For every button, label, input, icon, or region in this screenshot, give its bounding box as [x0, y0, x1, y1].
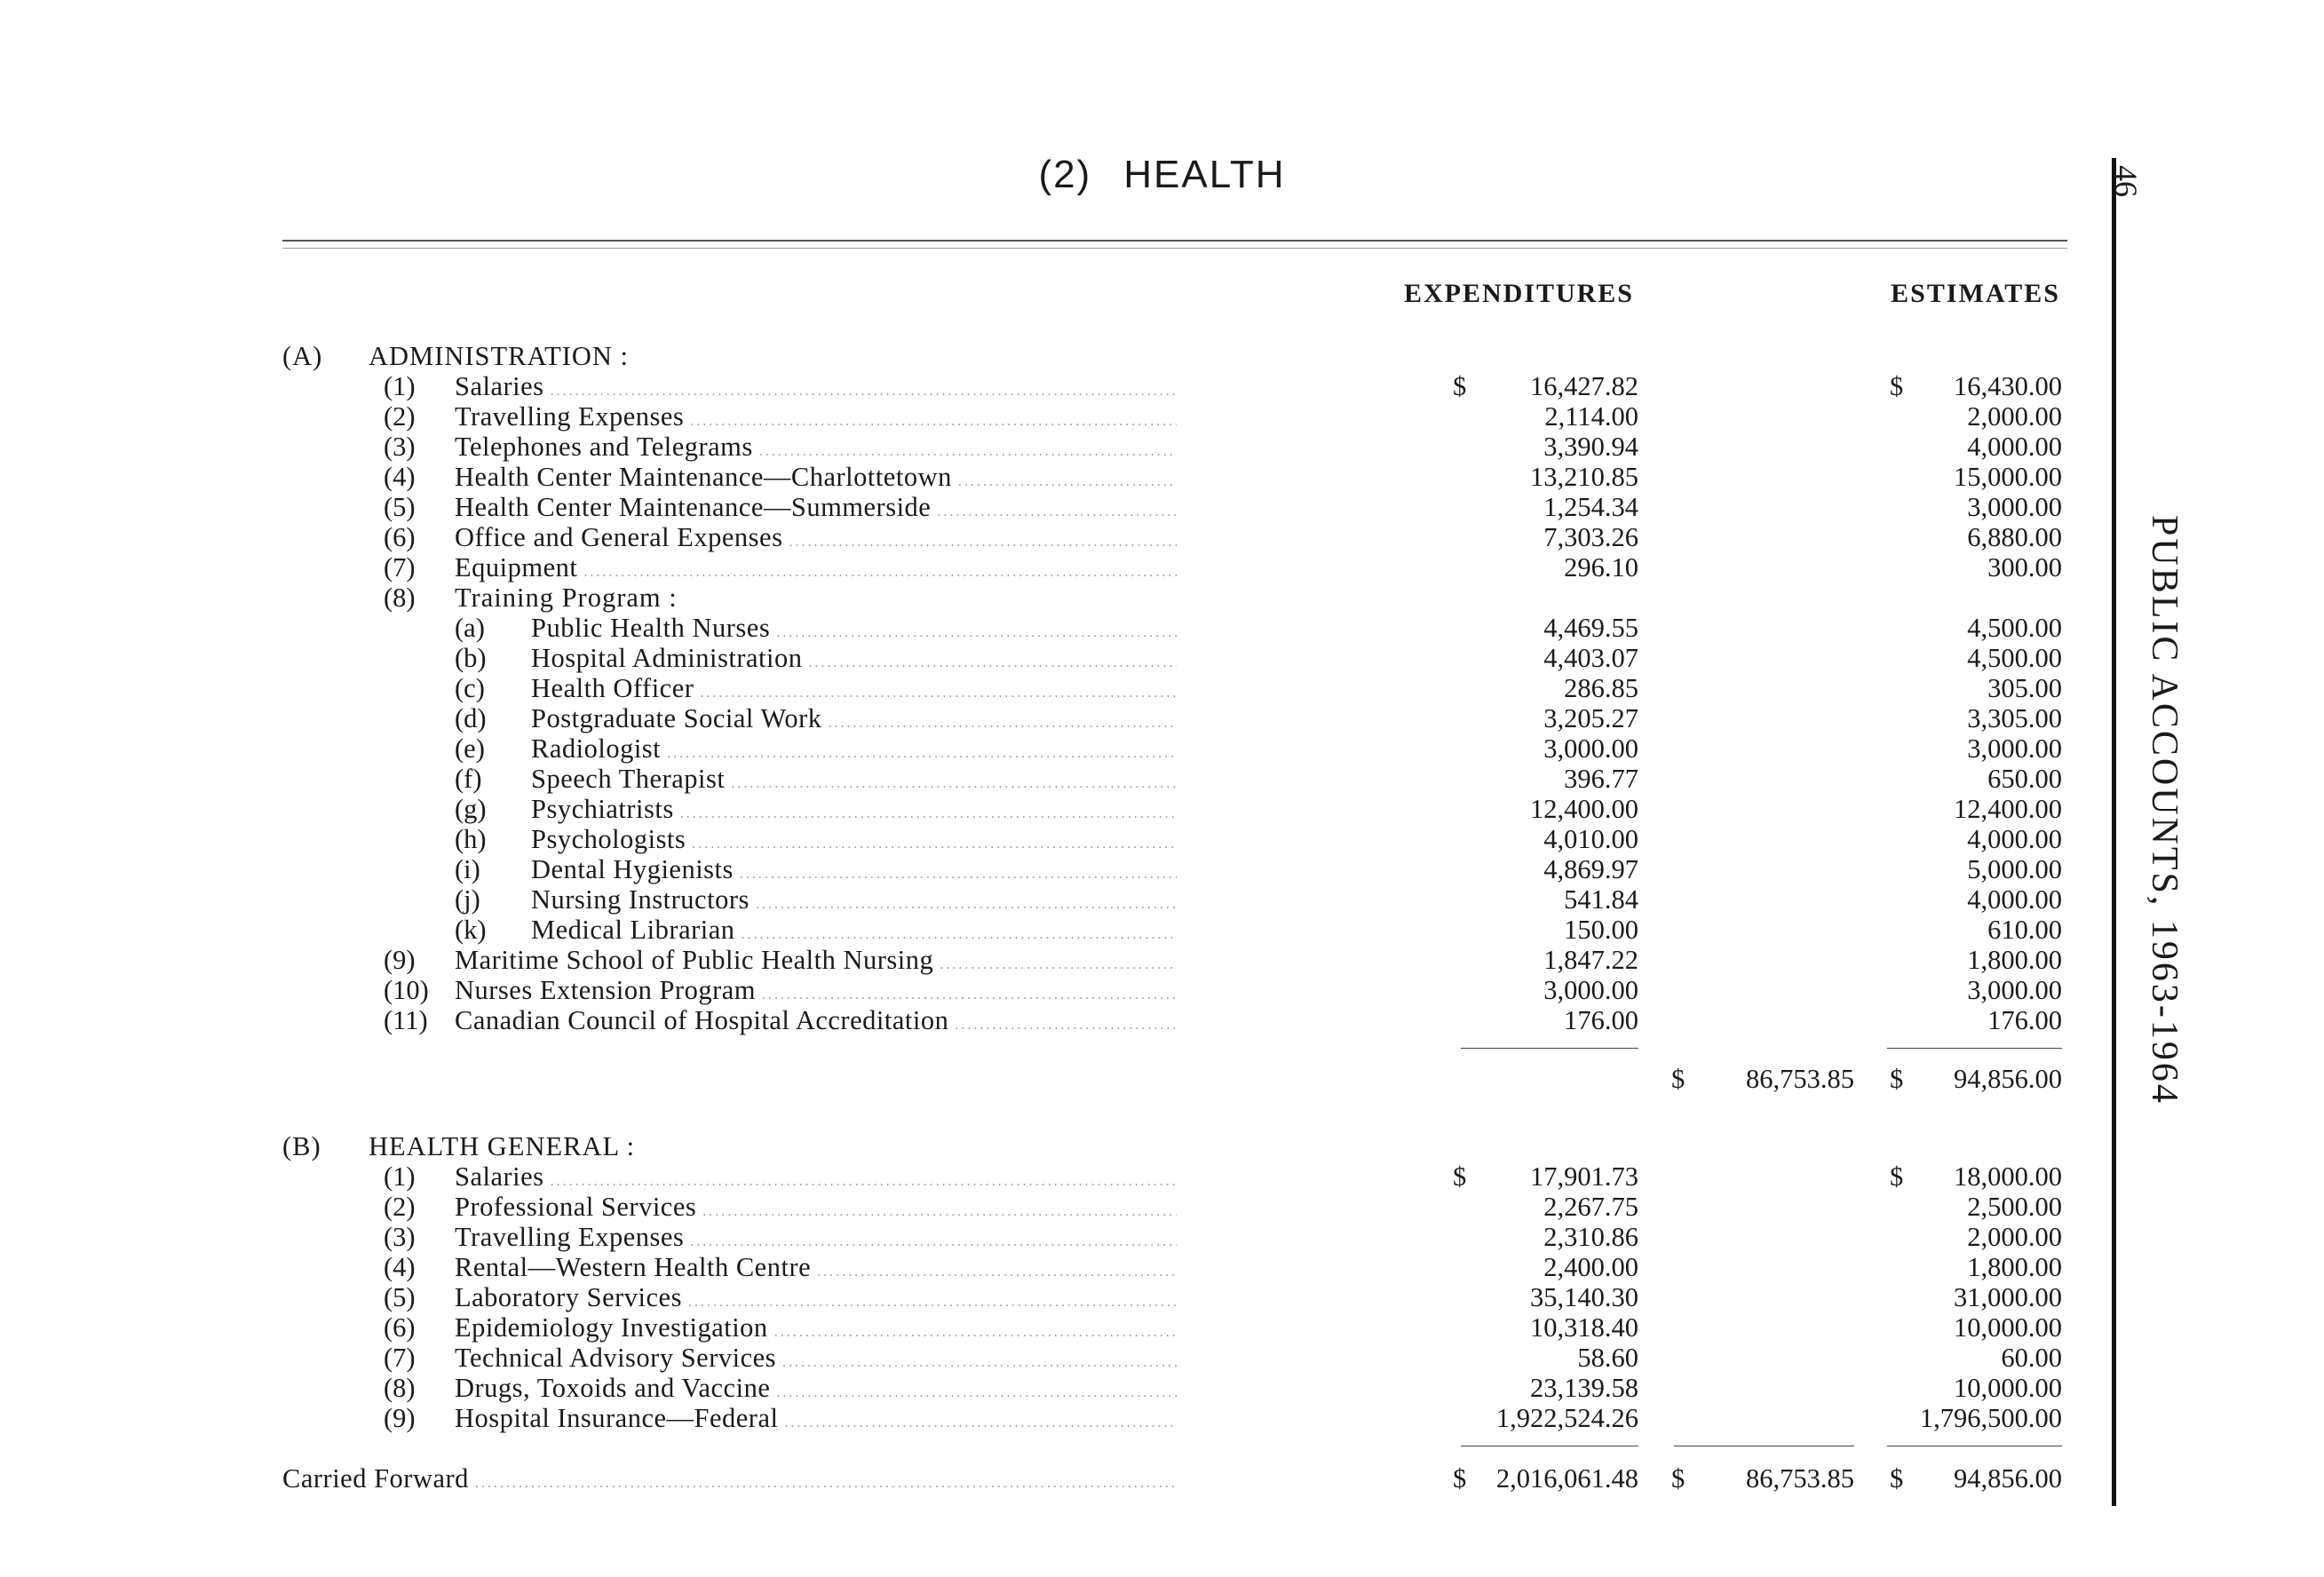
item-number: (b)	[455, 643, 487, 673]
item-number: (7)	[384, 1343, 416, 1373]
estimate-value: 10,000.00	[1954, 1373, 2062, 1403]
expenditure-value: 3,390.94	[1543, 432, 1638, 462]
item-label: Salaries .....	[455, 1161, 1177, 1197]
list-item	[0, 1192, 2131, 1222]
list-item	[0, 582, 2131, 613]
item-label: Epidemiology Investigation .....	[455, 1312, 1177, 1348]
item-label: Travelling Expenses .....	[455, 401, 1177, 437]
estimate-value: 2,000.00	[1967, 1222, 2062, 1252]
expenditure-value: 10,318.40	[1530, 1312, 1638, 1343]
estimate-value: 1,800.00	[1967, 945, 2062, 975]
expenditure-value: 4,869.97	[1543, 854, 1638, 884]
estimate-value: 1,800.00	[1967, 1252, 2062, 1282]
item-number: (d)	[455, 703, 487, 733]
item-number: (1)	[384, 371, 416, 401]
item-label: Psychologists .....	[531, 824, 1177, 860]
expenditure-value: 3,000.00	[1543, 975, 1638, 1005]
carried-expenditures: 2,016,061.48	[1495, 1463, 1638, 1494]
section-heading	[0, 1131, 2131, 1161]
expenditure-value: 396.77	[1564, 764, 1638, 794]
estimate-value: 18,000.00	[1954, 1161, 2062, 1192]
expenditure-value: 1,922,524.26	[1495, 1403, 1638, 1433]
currency-sign: $	[1453, 1463, 1467, 1494]
item-label: Nursing Instructors .....	[531, 884, 1177, 920]
estimate-value: 4,000.00	[1967, 884, 2062, 915]
item-number: (4)	[384, 1252, 416, 1282]
list-item	[0, 673, 2131, 703]
item-label: Hospital Insurance—Federal .....	[455, 1403, 1177, 1438]
currency-sign: $	[1890, 1064, 1904, 1094]
currency-sign: $	[1453, 1161, 1467, 1192]
item-number: (e)	[455, 733, 485, 764]
list-item	[0, 764, 2131, 794]
estimate-value: 12,400.00	[1954, 794, 2062, 824]
item-label: Travelling Expenses .....	[455, 1222, 1177, 1257]
expenditure-value: 17,901.73	[1530, 1161, 1638, 1192]
item-label: Technical Advisory Services .....	[455, 1343, 1177, 1378]
list-item	[0, 733, 2131, 764]
estimate-value: 610.00	[1987, 915, 2062, 945]
item-label: Dental Hygienists .....	[531, 854, 1177, 890]
list-item	[0, 794, 2131, 824]
item-number: (f)	[455, 764, 482, 794]
expenditure-value: 2,400.00	[1543, 1252, 1638, 1282]
expenditure-value: 296.10	[1564, 552, 1638, 582]
estimate-value: 300.00	[1987, 552, 2062, 582]
item-label: Health Center Maintenance—Charlottetown .....	[455, 462, 1177, 497]
expenditure-value: 3,000.00	[1543, 733, 1638, 764]
item-label: Drugs, Toxoids and Vaccine .....	[455, 1373, 1177, 1408]
expenditure-value: 286.85	[1564, 673, 1638, 703]
item-number: (g)	[455, 794, 487, 824]
expenditure-value: 2,267.75	[1543, 1192, 1638, 1222]
list-item	[0, 703, 2131, 733]
item-number: (2)	[384, 1192, 416, 1222]
list-item	[0, 1312, 2131, 1343]
item-label: Maritime School of Public Health Nursing .....	[455, 945, 1177, 980]
list-item	[0, 432, 2131, 462]
column-header-expenditures: EXPENDITURES	[1403, 279, 1634, 308]
item-number: (i)	[455, 854, 480, 884]
expenditure-value: 2,310.86	[1543, 1222, 1638, 1252]
section-title: HEALTH	[1123, 153, 1286, 196]
estimate-value: 3,000.00	[1967, 492, 2062, 522]
currency-sign: $	[1890, 1463, 1904, 1494]
item-label: Health Officer .....	[531, 673, 1177, 709]
side-margin	[2108, 160, 2198, 1314]
expenditure-value: 1,847.22	[1543, 945, 1638, 975]
list-item	[0, 1282, 2131, 1312]
currency-sign: $	[1453, 371, 1467, 401]
list-item	[0, 824, 2131, 854]
currency-sign: $	[1671, 1064, 1685, 1094]
expenditure-value: 16,427.82	[1530, 371, 1638, 401]
list-item	[0, 854, 2131, 884]
expenditure-value: 7,303.26	[1543, 522, 1638, 552]
item-label: Office and General Expenses .....	[455, 522, 1177, 558]
estimate-value: 16,430.00	[1954, 371, 2062, 401]
subtotal-expenditures: 86,753.85	[1746, 1064, 1854, 1094]
list-item	[0, 1373, 2131, 1403]
expenditure-value: 4,010.00	[1543, 824, 1638, 854]
item-number: (8)	[384, 1373, 416, 1403]
list-item	[0, 1252, 2131, 1282]
page-number: 46	[2108, 165, 2144, 197]
carried-subtotal: 86,753.85	[1746, 1463, 1854, 1494]
subtotal-estimates: 94,856.00	[1954, 1064, 2062, 1094]
item-label: Training Program :	[455, 582, 678, 613]
list-item	[0, 371, 2131, 401]
expenditure-value: 13,210.85	[1530, 462, 1638, 492]
estimate-value: 4,500.00	[1967, 643, 2062, 673]
estimate-value: 2,500.00	[1967, 1192, 2062, 1222]
item-number: (11)	[384, 1005, 428, 1035]
subtotal-rule	[1461, 1048, 1638, 1049]
currency-sign: $	[1671, 1463, 1685, 1494]
estimate-value: 3,305.00	[1967, 703, 2062, 733]
list-item	[0, 945, 2131, 975]
item-label: Speech Therapist .....	[531, 764, 1177, 799]
estimate-value: 3,000.00	[1967, 975, 2062, 1005]
subtotal-rule	[1887, 1048, 2062, 1049]
section-heading	[0, 341, 2131, 371]
item-label: Medical Librarian .....	[531, 915, 1177, 950]
item-label: Equipment .....	[455, 552, 1177, 588]
list-item	[0, 492, 2131, 522]
expenditure-value: 12,400.00	[1530, 794, 1638, 824]
subtotal-row	[0, 1064, 2131, 1094]
item-number: (h)	[455, 824, 487, 854]
item-number: (3)	[384, 432, 416, 462]
expenditure-value: 4,469.55	[1543, 613, 1638, 643]
list-item	[0, 462, 2131, 492]
estimate-value: 3,000.00	[1967, 733, 2062, 764]
list-item	[0, 1403, 2131, 1433]
expenditure-value: 58.60	[1577, 1343, 1638, 1373]
estimate-value: 4,000.00	[1967, 432, 2062, 462]
item-label: Professional Services .....	[455, 1192, 1177, 1227]
item-label: Nurses Extension Program .....	[455, 975, 1177, 1010]
expenditure-value: 2,114.00	[1544, 401, 1638, 432]
item-number: (6)	[384, 1312, 416, 1343]
list-item	[0, 1222, 2131, 1252]
item-label: Hospital Administration .....	[531, 643, 1177, 678]
section-heading-title: HEALTH GENERAL :	[369, 1131, 636, 1161]
list-item	[0, 1005, 2131, 1035]
item-number: (a)	[455, 613, 485, 643]
item-number: (9)	[384, 945, 416, 975]
currency-sign: $	[1890, 371, 1904, 401]
item-label: Psychiatrists .....	[531, 794, 1177, 829]
list-item	[0, 1161, 2131, 1192]
item-number: (9)	[384, 1403, 416, 1433]
margin-rule	[2112, 158, 2116, 1506]
header-rule	[282, 240, 2067, 249]
item-label: Salaries .....	[455, 371, 1177, 407]
estimate-value: 4,500.00	[1967, 613, 2062, 643]
estimate-value: 2,000.00	[1967, 401, 2062, 432]
item-number: (7)	[384, 552, 416, 582]
running-title: PUBLIC ACCOUNTS, 1963-1964	[2144, 515, 2185, 1105]
estimate-value: 15,000.00	[1954, 462, 2062, 492]
carried-forward-label: Carried Forward .....	[282, 1463, 1177, 1499]
expenditure-value: 4,403.07	[1543, 643, 1638, 673]
item-number: (k)	[455, 915, 487, 945]
currency-sign: $	[1890, 1161, 1904, 1192]
estimate-value: 305.00	[1987, 673, 2062, 703]
item-number: (10)	[384, 975, 429, 1005]
item-number: (6)	[384, 522, 416, 552]
list-item	[0, 552, 2131, 582]
estimate-value: 1,796,500.00	[1919, 1403, 2062, 1433]
section-marker: (B)	[282, 1131, 321, 1161]
item-label: Health Center Maintenance—Summerside .....	[455, 492, 1177, 527]
estimate-value: 6,880.00	[1967, 522, 2062, 552]
item-label: Rental—Western Health Centre .....	[455, 1252, 1177, 1288]
expenditure-value: 3,205.27	[1543, 703, 1638, 733]
estimate-value: 5,000.00	[1967, 854, 2062, 884]
section-marker: (A)	[282, 341, 323, 371]
item-label: Radiologist .....	[531, 733, 1177, 769]
list-item	[0, 884, 2131, 915]
expenditure-value: 35,140.30	[1530, 1282, 1638, 1312]
item-number: (3)	[384, 1222, 416, 1252]
item-number: (5)	[384, 1282, 416, 1312]
item-label: Laboratory Services .....	[455, 1282, 1177, 1318]
estimate-value: 176.00	[1987, 1005, 2062, 1035]
item-number: (5)	[384, 492, 416, 522]
expenditure-value: 23,139.58	[1530, 1373, 1638, 1403]
list-item	[0, 613, 2131, 643]
page-title	[0, 153, 2324, 197]
section-heading-title: ADMINISTRATION :	[369, 341, 630, 371]
item-number: (1)	[384, 1161, 416, 1192]
item-number: (2)	[384, 401, 416, 432]
expenditure-value: 176.00	[1564, 1005, 1638, 1035]
list-item	[0, 975, 2131, 1005]
list-item	[0, 915, 2131, 945]
list-item	[0, 401, 2131, 432]
list-item	[0, 1343, 2131, 1373]
item-number: (c)	[455, 673, 485, 703]
item-label: Postgraduate Social Work .....	[531, 703, 1177, 739]
list-item	[0, 643, 2131, 673]
estimate-value: 650.00	[1987, 764, 2062, 794]
list-item	[0, 522, 2131, 552]
item-label: Telephones and Telegrams .....	[455, 432, 1177, 467]
item-number: (4)	[384, 462, 416, 492]
expenditure-value: 150.00	[1564, 915, 1638, 945]
estimate-value: 60.00	[2001, 1343, 2062, 1373]
expenditure-value: 1,254.34	[1543, 492, 1638, 522]
item-number: (j)	[455, 884, 480, 915]
item-label: Canadian Council of Hospital Accreditation .....	[455, 1005, 1177, 1041]
estimate-value: 31,000.00	[1954, 1282, 2062, 1312]
carried-estimates: 94,856.00	[1954, 1463, 2062, 1494]
section-number: (2)	[1038, 153, 1092, 196]
estimate-value: 10,000.00	[1954, 1312, 2062, 1343]
item-label: Public Health Nurses .....	[531, 613, 1177, 648]
expenditure-value: 541.84	[1564, 884, 1638, 915]
column-header-estimates: ESTIMATES	[1891, 279, 2060, 308]
carried-forward-row	[0, 1463, 2131, 1494]
item-number: (8)	[384, 582, 416, 613]
estimate-value: 4,000.00	[1967, 824, 2062, 854]
